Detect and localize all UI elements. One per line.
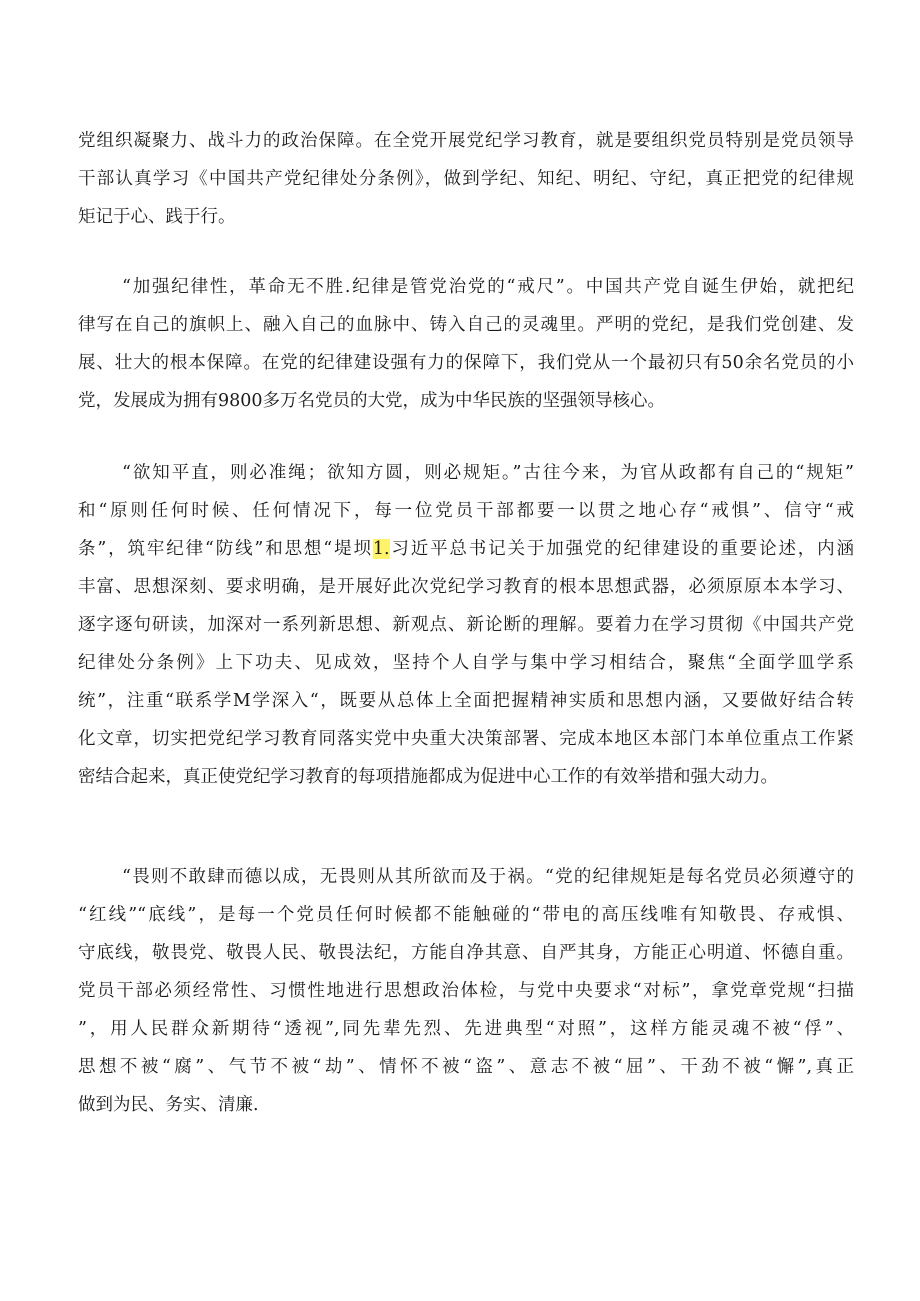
text-line: 密结合起来，真正使党纪学习教育的每项措施都成为促进中心工作的有效举措和强大动力。 [78, 767, 778, 787]
text-line: 逐字逐句研读，加深对一系列新思想、新观点、新论断的理解。要着力在学习贯彻《中国共产党 [78, 615, 854, 635]
text-line: 纪律处分条例》上下功夫、见成效，坚持个人自学与集中学习相结合，聚焦“全面学皿学系 [78, 653, 854, 673]
paragraph-4 [78, 858, 854, 1124]
text-line: “红线”“底线”，是每一个党员任何时候都不能触碰的“带电的高压线唯有知敬畏、存戒惧、 [78, 905, 854, 925]
text-line: 和“原则任何时候、任何情况下，每一位党员干部都要一以贯之地心存“戒惧”、信守“戒 [78, 501, 854, 521]
text-line: 统”，注重“联系学M学深入“，既要从总体上全面把握精神实质和思想内涵，又要做好结合转 [78, 691, 854, 711]
text-line: 展、壮大的根本保障。在党的纪律建设强有力的保障下，我们党从一个最初只有50余名党员的小 [78, 353, 854, 373]
text-line: 干部认真学习《中国共产党纪律处分条例》，做到学纪、知纪、明纪、守纪，真正把党的纪律规 [78, 169, 854, 189]
text-line: 做到为民、务实、清廉. [78, 1095, 259, 1115]
text-line: “加强纪律性，革命无不胜.纪律是管党治党的“戒尺”。中国共产党自诞生伊始，就把纪 [122, 277, 854, 297]
text-line-with-highlight [78, 530, 854, 568]
text-line: 律写在自己的旗帜上、融入自己的血脉中、铸入自己的灵魂里。严明的党纪，是我们党创建、发 [78, 315, 854, 335]
text-line: ”，用人民群众新期待“透视”,同先辈先烈、先进典型“对照”，这样方能灵魂不被“俘”、 [78, 1019, 854, 1039]
text-segment: 习近平总书记关于加强党的纪律建设的重要论述，内涵 [389, 539, 855, 559]
text-line: 党，发展成为拥有9800多万名党员的大党，成为中华民族的坚强领导核心。 [78, 391, 666, 411]
text-line: “欲知平直，则必准绳；欲知方圆，则必规矩。”古往今来，为官从政都有自己的“规矩” [122, 463, 854, 483]
paragraph-1 [78, 122, 854, 236]
text-segment: 条”，筑牢纪律“防线”和思想“堤坝 [78, 539, 373, 559]
paragraph-3 [78, 454, 854, 796]
text-line: 守底线，敬畏党、敬畏人民、敬畏法纪，方能自净其意、自严其身，方能正心明道、怀德自重。 [78, 943, 854, 963]
text-line: 化文章，切实把党纪学习教育同落实党中央重大决策部署、完成本地区本部门本单位重点工作紧 [78, 729, 854, 749]
highlighted-text: 1. [372, 539, 390, 559]
text-line: 丰富、思想深刻、要求明确，是开展好此次党纪学习教育的根本思想武器，必须原原本本学习、 [78, 577, 854, 597]
paragraph-2 [78, 268, 854, 420]
text-line: “畏则不敢肆而德以成，无畏则从其所欲而及于祸。“党的纪律规矩是每名党员必须遵守的 [122, 867, 854, 887]
text-line: 矩记于心、践于行。 [78, 207, 236, 227]
text-line: 党组织凝聚力、战斗力的政治保障。在全党开展党纪学习教育，就是要组织党员特别是党员领导 [78, 131, 854, 151]
text-line: 思想不被“腐”、气节不被“劫”、情怀不被“盗”、意志不被“屈”、干劲不被“懈”,真正 [78, 1057, 854, 1077]
text-line: 党员干部必须经常性、习惯性地进行思想政治体检，与党中央要求“对标”，拿党章党规“扫描 [78, 981, 854, 1001]
